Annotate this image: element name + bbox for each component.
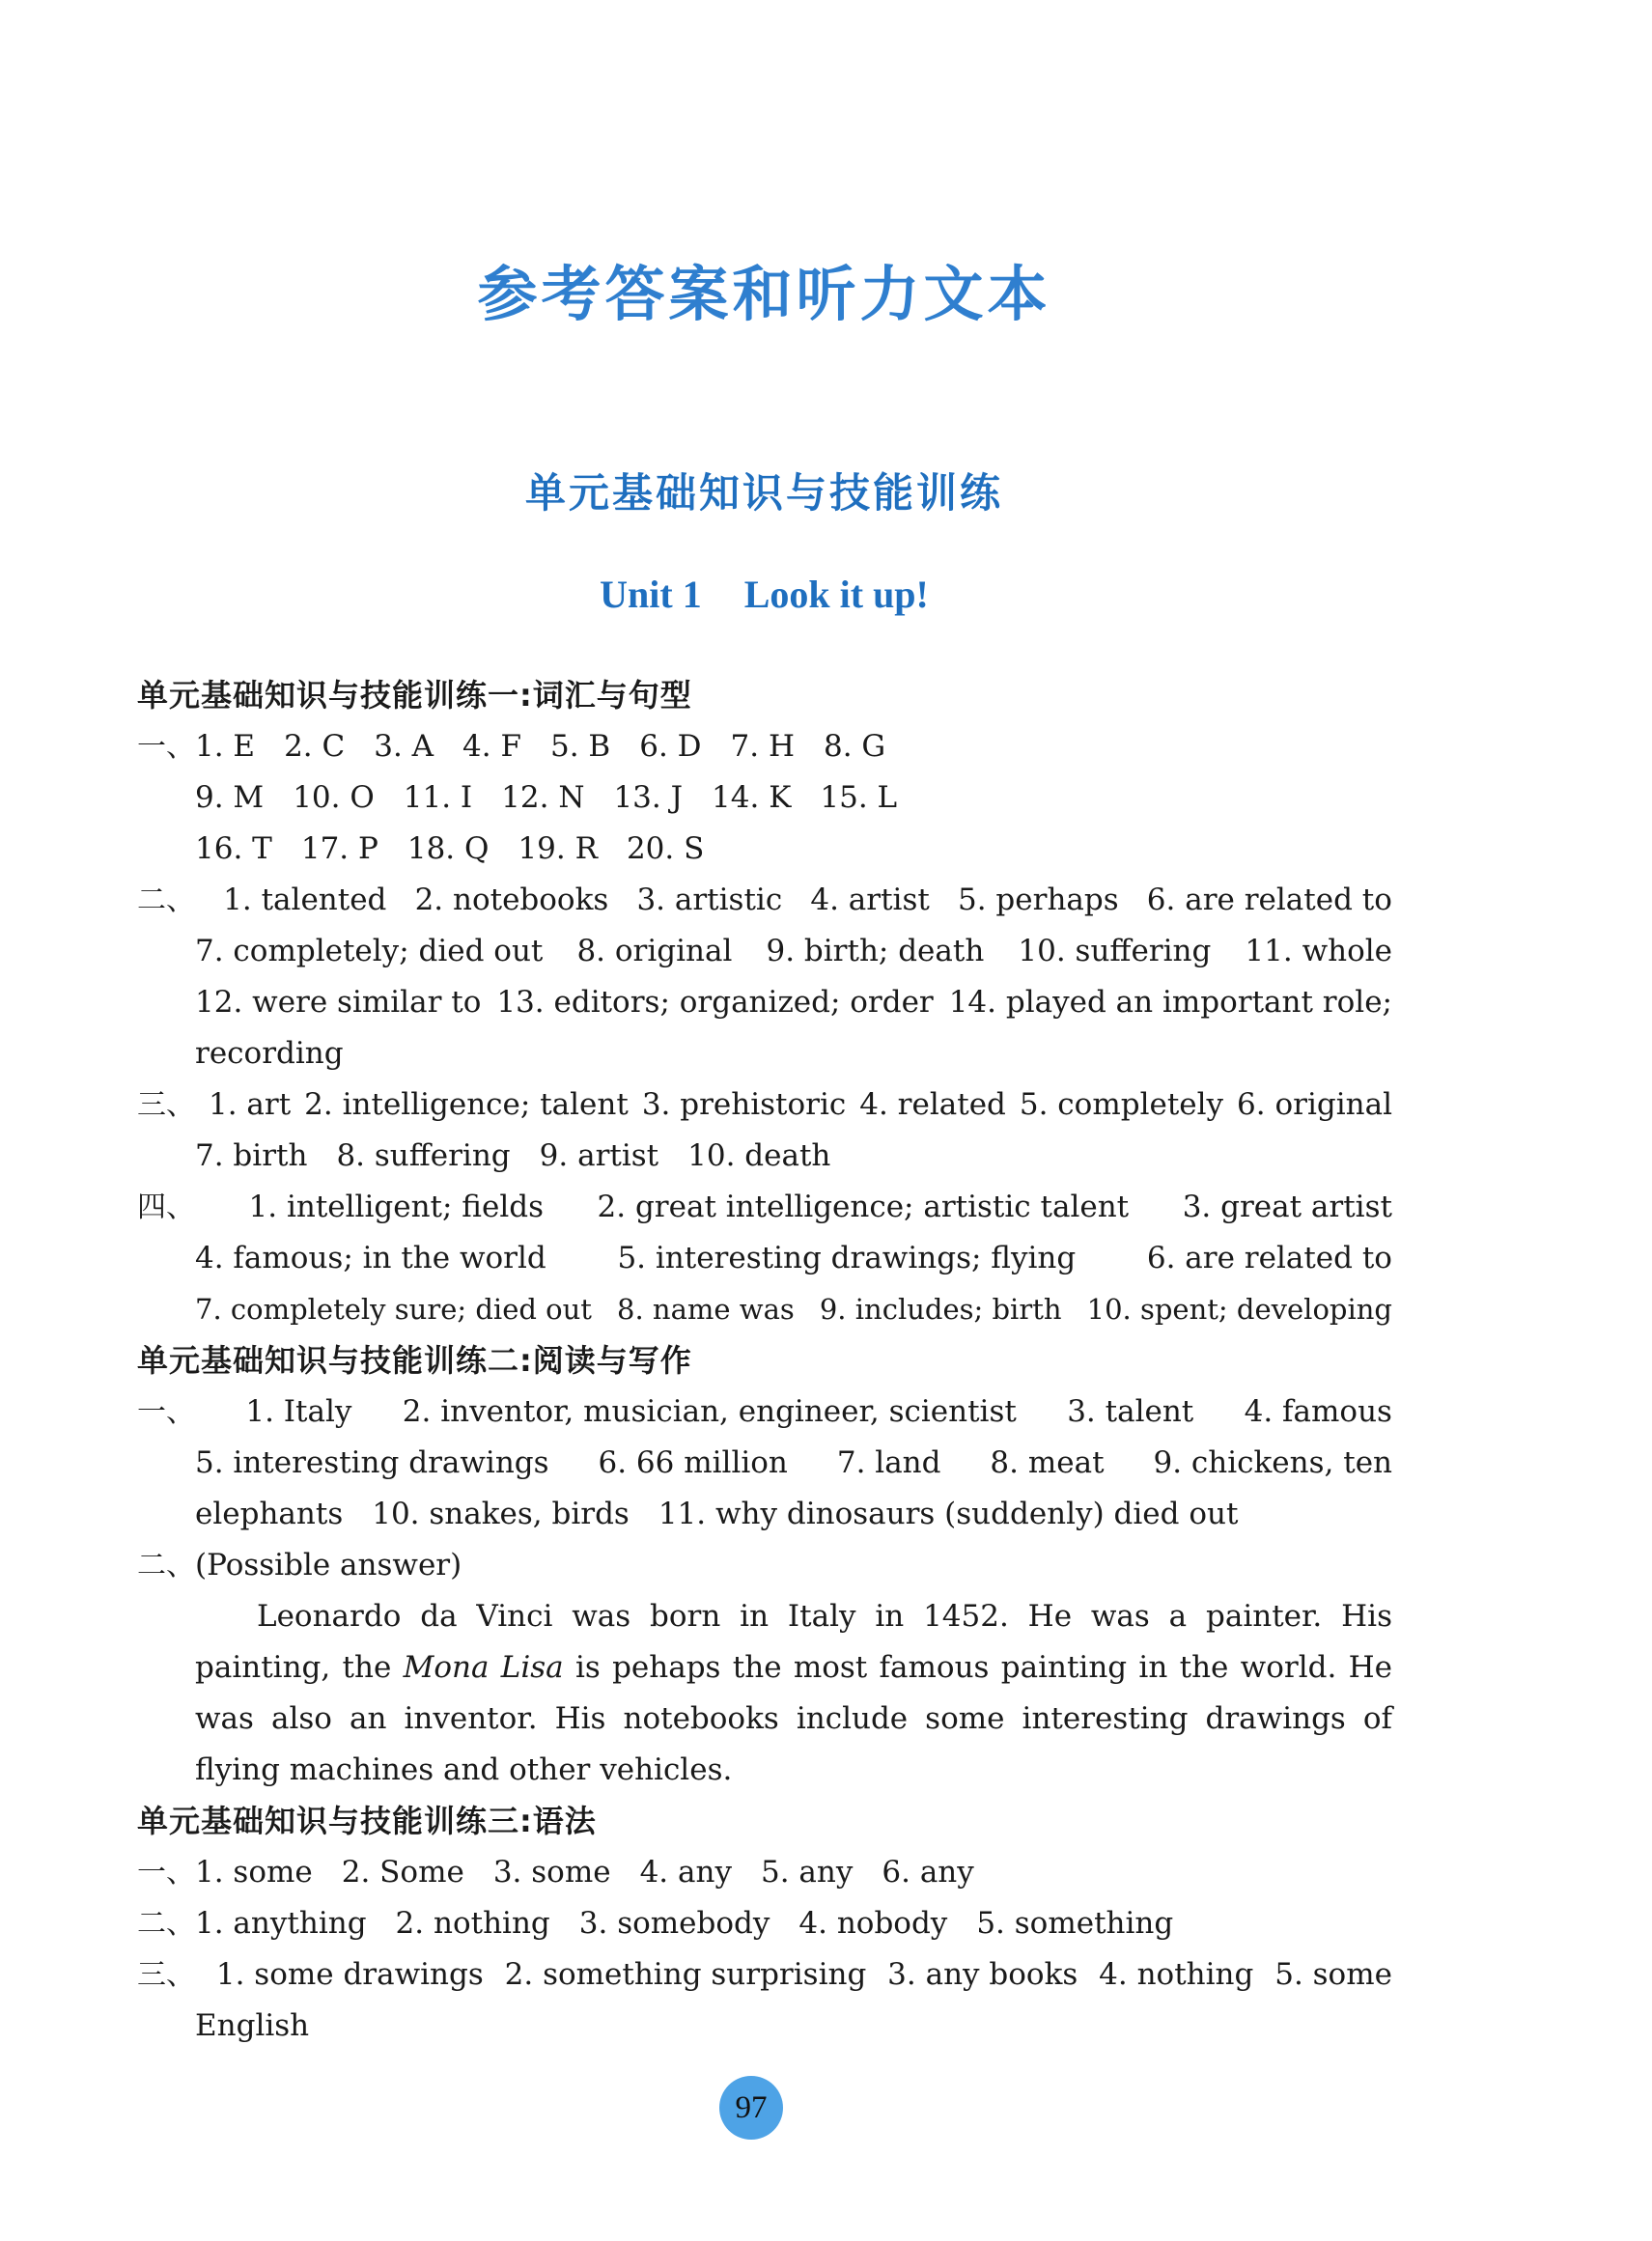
answer-item: 7. completely sure; died out xyxy=(195,1293,592,1326)
answer-line xyxy=(137,824,1392,875)
answer-item: elephants xyxy=(195,1497,344,1531)
answer-item: 6. 66 million xyxy=(598,1445,788,1480)
answer-line xyxy=(137,1898,1392,1949)
answer-item: 11. why dinosaurs (suddenly) died out xyxy=(658,1497,1239,1531)
answer-line xyxy=(137,2001,1392,2052)
answer-item: 10. O xyxy=(293,780,375,815)
answer-item: 4. F xyxy=(462,729,521,764)
unit-label: Unit 1 xyxy=(600,573,702,616)
answer-item: 12. were similar to xyxy=(195,985,482,1020)
answer-item: 3. any books xyxy=(887,1957,1078,1992)
answer-item: 8. G xyxy=(823,729,886,764)
answer-item: 5. any xyxy=(760,1855,854,1890)
essay-italic-title: Mona Lisa xyxy=(403,1650,564,1685)
answer-item: 1. art xyxy=(208,1087,292,1122)
answer-item: 5. B xyxy=(550,729,611,764)
answer-item: 1. intelligent; fields xyxy=(248,1190,544,1224)
essay-text-after: is pehaps the most famous painting in the world. He was also an inventor. His notebooks include some interesting drawings of flying machines and other vehicles. xyxy=(195,1650,1392,1787)
answer-item: 6. any xyxy=(882,1855,974,1890)
answer-item: 9. M xyxy=(195,780,265,815)
answer-item: 9. birth; death xyxy=(766,934,985,968)
section-title: 单元基础知识与技能训练 xyxy=(524,469,1003,517)
answer-item: 14. played an important role; xyxy=(948,985,1392,1020)
answer-item: 5. something xyxy=(976,1906,1174,1941)
part-number: 一、 xyxy=(137,730,195,764)
page-number: 97 xyxy=(719,2076,783,2140)
answer-item: 2. notebooks xyxy=(414,882,609,917)
answer-item: 5. interesting drawings; flying xyxy=(617,1241,1077,1275)
answer-item: 9. artist xyxy=(539,1138,659,1173)
answer-item: 3. artistic xyxy=(636,882,783,917)
answer-item: 10. suffering xyxy=(1018,934,1212,968)
answer-item: 8. meat xyxy=(990,1445,1105,1480)
part-number: 一、 xyxy=(137,1395,195,1429)
answer-item: 7. birth xyxy=(195,1138,308,1173)
answer-line xyxy=(137,1079,1392,1131)
answer-item: 18. Q xyxy=(406,831,490,866)
answer-item: 3. great artist xyxy=(1182,1190,1392,1224)
answer-item: 1. talented xyxy=(223,882,387,917)
answer-line xyxy=(137,1284,1392,1335)
answer-item: 4. any xyxy=(639,1855,732,1890)
answer-line xyxy=(137,1028,1392,1079)
answer-item: 5. completely xyxy=(1019,1087,1224,1122)
answer-line xyxy=(137,721,1392,772)
answer-item: 3. prehistoric xyxy=(641,1087,847,1122)
answer-item: 3. talent xyxy=(1067,1394,1194,1429)
part-number: 一、 xyxy=(137,1856,195,1890)
answer-item: 7. H xyxy=(730,729,795,764)
answer-item: 2. nothing xyxy=(395,1906,550,1941)
answer-item: 20. S xyxy=(626,831,705,866)
answer-item: 15. L xyxy=(820,780,898,815)
answer-line xyxy=(137,1540,1392,1591)
answer-item: 2. great intelligence; artistic talent xyxy=(597,1190,1130,1224)
answer-item: 2. inventor, musician, engineer, scientist xyxy=(402,1394,1017,1429)
answer-item: 6. are related to xyxy=(1146,1241,1392,1275)
answer-item: recording xyxy=(195,1036,344,1071)
essay-text-before: Leonardo da Vinci was born in Italy in 1452. He was a painter. His painting, the xyxy=(195,1599,1392,1685)
answer-item: 9. includes; birth xyxy=(819,1293,1062,1326)
part-number: 三、 xyxy=(137,1088,195,1122)
answer-item: 11. whole xyxy=(1245,934,1392,968)
answer-item: 2. intelligence; talent xyxy=(304,1087,629,1122)
unit-title xyxy=(0,572,1528,617)
answer-item: 7. land xyxy=(836,1445,941,1480)
answer-item: 3. some xyxy=(492,1855,611,1890)
part-number: 二、 xyxy=(137,1549,195,1583)
answer-line xyxy=(137,1233,1392,1284)
answer-line xyxy=(137,1489,1392,1540)
answer-item: 7. completely; died out xyxy=(195,934,544,968)
answer-item: 10. snakes, birds xyxy=(372,1497,630,1531)
answer-item: 10. death xyxy=(687,1138,831,1173)
answer-content xyxy=(137,670,1392,2052)
possible-answer-note: (Possible answer) xyxy=(195,1548,462,1583)
answer-item: 19. R xyxy=(518,831,598,866)
answer-item: 5. interesting drawings xyxy=(195,1445,549,1480)
answer-item: 6. original xyxy=(1237,1087,1392,1122)
answer-item: 6. D xyxy=(639,729,702,764)
answer-item: 1. some drawings xyxy=(215,1957,484,1992)
answer-line xyxy=(137,977,1392,1028)
training2-heading: 单元基础知识与技能训练二:阅读与写作 xyxy=(137,1342,692,1379)
part-number: 四、 xyxy=(137,1191,195,1224)
answer-item: 8. original xyxy=(576,934,733,968)
answer-item: English xyxy=(195,2008,310,2043)
answer-line xyxy=(137,772,1392,824)
answer-line xyxy=(137,1847,1392,1898)
answer-line xyxy=(137,1438,1392,1489)
answer-line xyxy=(137,1131,1392,1182)
answer-line xyxy=(137,1387,1392,1438)
part-number: 二、 xyxy=(137,1907,195,1941)
answer-item: 1. some xyxy=(195,1855,313,1890)
essay-paragraph xyxy=(137,1591,1392,1796)
answer-item: 4. artist xyxy=(810,882,930,917)
answer-item: 2. C xyxy=(284,729,346,764)
answer-item: 13. J xyxy=(613,780,684,815)
answer-item: 4. nothing xyxy=(1099,1957,1254,1992)
answer-line xyxy=(137,875,1392,926)
answer-item: 14. K xyxy=(712,780,792,815)
answer-item: 9. chickens, ten xyxy=(1153,1445,1392,1480)
answer-line xyxy=(137,1949,1392,2001)
page-title: 参考答案和听力文本 xyxy=(477,259,1051,329)
answer-item: 13. editors; organized; order xyxy=(496,985,934,1020)
part-number: 三、 xyxy=(137,1958,195,1992)
answer-line xyxy=(137,1182,1392,1233)
answer-item: 2. Some xyxy=(341,1855,464,1890)
training3-heading: 单元基础知识与技能训练三:语法 xyxy=(137,1803,597,1839)
part-number: 二、 xyxy=(137,883,195,917)
answer-item: 4. related xyxy=(859,1087,1006,1122)
unit-name: Look it up! xyxy=(743,573,929,616)
answer-item: 17. P xyxy=(300,831,378,866)
answer-item: 2. something surprising xyxy=(504,1957,867,1992)
answer-item: 5. perhaps xyxy=(958,882,1119,917)
answer-item: 1. Italy xyxy=(245,1394,352,1429)
answer-item: 12. N xyxy=(501,780,585,815)
answer-item: 4. nobody xyxy=(798,1906,948,1941)
answer-item: 3. A xyxy=(374,729,434,764)
answer-item: 10. spent; developing xyxy=(1086,1293,1392,1326)
answer-item: 16. T xyxy=(195,831,272,866)
training1-heading: 单元基础知识与技能训练一:词汇与句型 xyxy=(137,677,692,714)
answer-item: 4. famous; in the world xyxy=(195,1241,546,1275)
answer-item: 8. name was xyxy=(617,1293,795,1326)
answer-item: 1. anything xyxy=(195,1906,367,1941)
answer-item: 6. are related to xyxy=(1146,882,1392,917)
answer-item: 5. some xyxy=(1274,1957,1392,1992)
answer-item: 3. somebody xyxy=(578,1906,770,1941)
answer-item: 4. famous xyxy=(1244,1394,1392,1429)
answer-item: 8. suffering xyxy=(336,1138,511,1173)
answer-item: 11. I xyxy=(403,780,473,815)
answer-item: 1. E xyxy=(195,729,256,764)
answer-line xyxy=(137,926,1392,977)
